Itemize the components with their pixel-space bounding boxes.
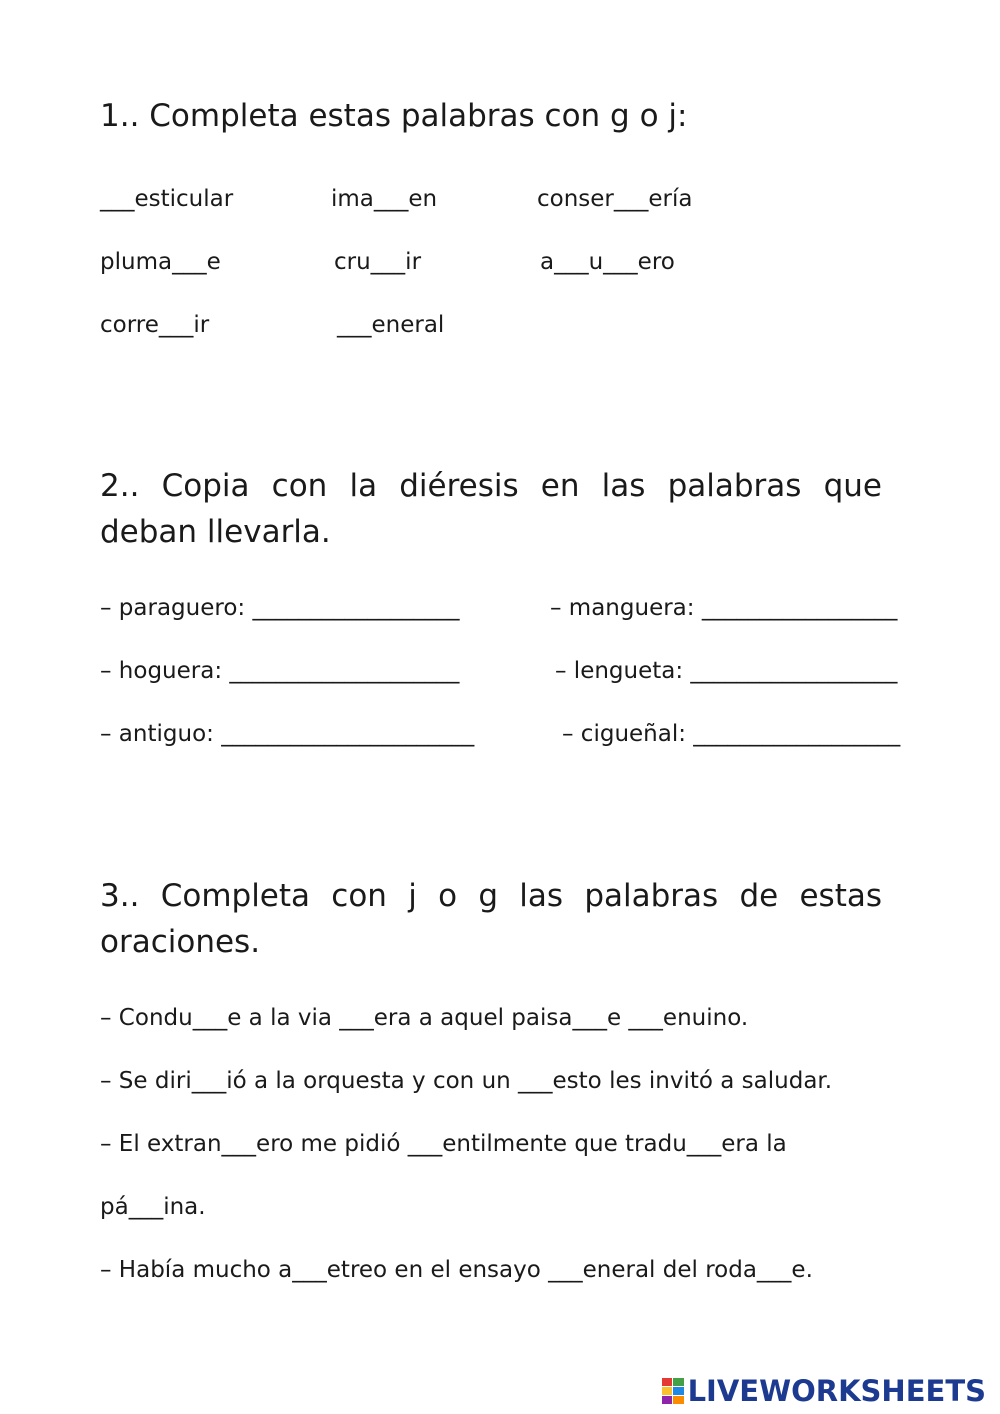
word-blank[interactable]: ima___en xyxy=(331,186,438,212)
word-blank[interactable]: pluma___e xyxy=(100,249,221,275)
sentence-blank[interactable]: pá___ina. xyxy=(100,1194,206,1220)
exercise-1-title: 1.. Completa estas palabras con g o j: xyxy=(100,98,688,134)
word-blank[interactable]: cru___ir xyxy=(334,249,422,275)
word-blank[interactable]: a___u___ero xyxy=(540,249,675,275)
liveworksheets-logo xyxy=(662,1374,986,1408)
logo-tile xyxy=(662,1378,673,1386)
copy-field[interactable]: – cigueñal: __________________ xyxy=(562,721,901,747)
copy-field[interactable]: – antiguo: ______________________ xyxy=(100,721,475,747)
copy-field[interactable]: – hoguera: ____________________ xyxy=(100,658,460,684)
word-blank[interactable]: corre___ir xyxy=(100,312,210,338)
copy-field[interactable]: – paraguero: __________________ xyxy=(100,595,460,621)
copy-field[interactable]: – lengueta: __________________ xyxy=(555,658,898,684)
sentence-blank[interactable]: – El extran___ero me pidió ___entilmente que tradu___era la xyxy=(100,1131,787,1157)
sentence-blank[interactable]: – Se diri___ió a la orquesta y con un ___esto les invitó a saludar. xyxy=(100,1068,833,1094)
sentence-blank[interactable]: – Condu___e a la via ___era a aquel paisa___e ___enuino. xyxy=(100,1005,749,1031)
logo-tile xyxy=(662,1387,673,1395)
word-blank[interactable]: ___esticular xyxy=(100,186,234,212)
logo-tile xyxy=(673,1378,684,1386)
logo-tile xyxy=(662,1396,673,1404)
logo-text: LIVEWORKSHEETS xyxy=(687,1374,986,1408)
word-blank[interactable]: ___eneral xyxy=(337,312,445,338)
copy-field[interactable]: – manguera: _________________ xyxy=(550,595,898,621)
exercise-2-title: 2.. Copia con la diéresis en las palabras que deban llevarla. xyxy=(100,468,882,550)
word-blank[interactable]: conser___ería xyxy=(537,186,693,212)
logo-tile xyxy=(673,1396,684,1404)
exercise-3-title: 3.. Completa con j o g las palabras de estas oraciones. xyxy=(100,878,882,960)
liveworksheets-logo-icon xyxy=(662,1378,684,1404)
logo-tile xyxy=(673,1387,684,1395)
sentence-blank[interactable]: – Había mucho a___etreo en el ensayo ___eneral del roda___e. xyxy=(100,1257,813,1283)
